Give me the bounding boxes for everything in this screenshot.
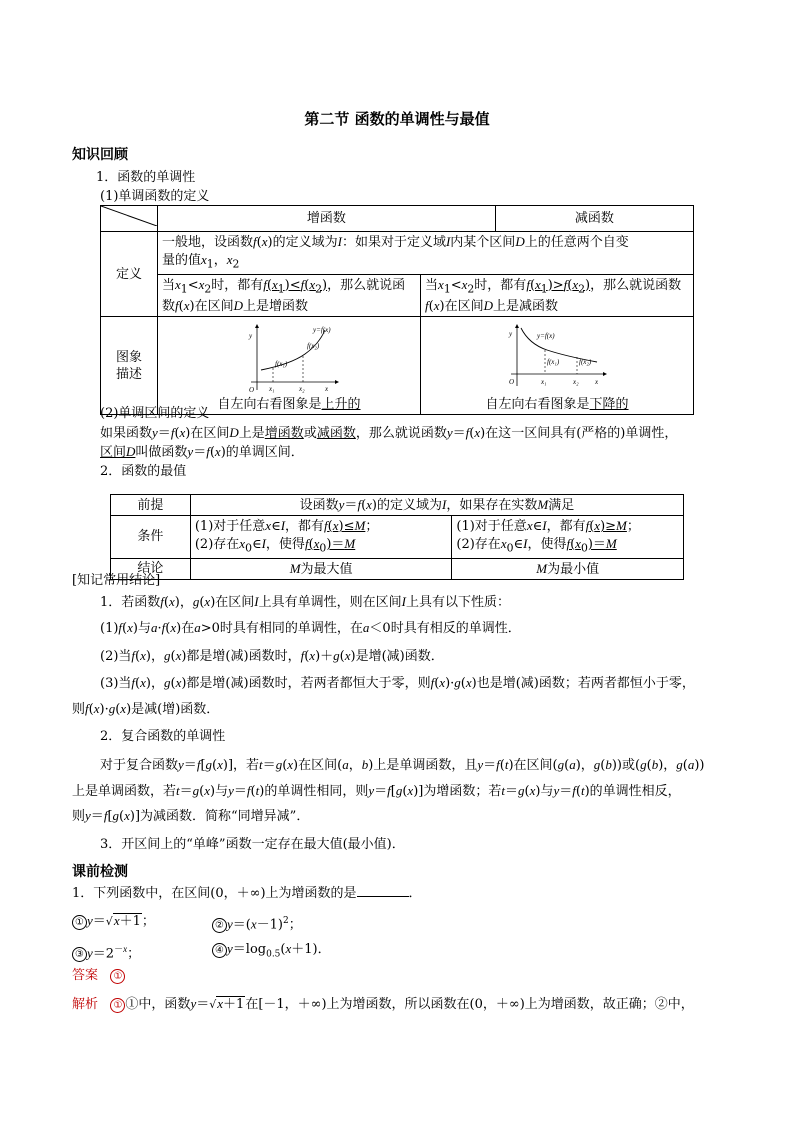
- svg-text:x: x: [325, 385, 329, 394]
- increasing-graph: [239, 324, 339, 396]
- row-label-premise: 前提: [111, 495, 191, 516]
- corner-cell: [101, 206, 158, 232]
- svg-text:f(x₂): f(x₂): [579, 358, 592, 367]
- option-marker-3: ③: [72, 947, 87, 962]
- conclusion-min: M为最小值: [452, 558, 684, 579]
- svg-text:x₁: x₁: [269, 385, 275, 394]
- svg-text:x₂: x₂: [299, 385, 305, 394]
- svg-text:x₁: x₁: [541, 378, 547, 387]
- row-label-conclusion: 结论: [111, 558, 191, 579]
- conclusion-1-3: (3)当f(x)，g(x)都是增(减)函数时，若两者都恒大于零，则f(x)·g(x)也是增(减)函数；若两者都恒小于零，: [100, 675, 695, 691]
- svg-text:f(x₁): f(x₁): [275, 360, 288, 369]
- premise-text: 设函数y＝f(x)的定义域为I，如果存在实数M满足: [190, 495, 683, 516]
- conclusion-1-2: (2)当f(x)，g(x)都是增(减)函数时，f(x)＋g(x)是增(减)函数．: [100, 648, 444, 664]
- options-row-2: ③ $y=2^{-x}$； ④ $y=\log_{0.5}(x+1)$．: [72, 939, 732, 964]
- row-label-graph: 图象描述: [101, 317, 158, 415]
- item-extremum: 2．函数的最值: [100, 464, 187, 479]
- interval-paragraph-2: 区间D叫做函数y＝f(x)的单调区间．: [100, 444, 304, 460]
- composite-paragraph-2: 上是单调函数，若t＝g(x)与y＝f(t)的单调性相同，则y＝f[g(x)]为增函数；若t＝g(x)与y＝f(t)的单调性相反，: [72, 783, 681, 799]
- conclusion-2: 2．复合函数的单调性: [100, 729, 226, 744]
- svg-text:f(x₁): f(x₁): [547, 358, 560, 367]
- svg-text:x₂: x₂: [573, 378, 579, 387]
- explanation-line: 解析 ① ①中，函数y＝√x＋1在[－1，＋∞)上为增函数，所以函数在(0，＋∞)上为增函数，故正确；②中，: [72, 996, 694, 1012]
- option-marker-2: ②: [212, 918, 227, 933]
- header-increasing: 增函数: [158, 206, 496, 232]
- question-1: 1．下列函数中，在区间(0，＋∞)上为增函数的是 ．: [72, 886, 422, 901]
- monotonic-definition-table: [100, 205, 694, 415]
- condition-max: (1)对于任意x∈I，都有f(x)≤M； (2)存在$x_0\in I$，使得$f(x_0)=M$: [190, 516, 452, 559]
- definition-decreasing: 当$x_1<x_2$时，都有$f(x_1)>f(x_2)$，那么就说函数 f(x)在区间D上是减函数: [421, 274, 694, 317]
- answer-marker: ①: [110, 969, 125, 984]
- composite-paragraph-1: 对于复合函数y＝f[g(x)]，若t＝g(x)在区间(a，b)上是单调函数，且y＝f(t)在区间(g(a)，g(b))或(g(b)，g(a)): [100, 757, 705, 773]
- graph-decreasing-cell: [421, 317, 694, 415]
- option-marker-1: ①: [72, 915, 87, 930]
- caption-increasing: 自左向右看图象是上升的: [217, 397, 361, 413]
- svg-text:O: O: [509, 378, 515, 387]
- sub-definition: (1)单调函数的定义: [100, 189, 210, 204]
- conclusion-1-3-cont: 则f(x)·g(x)是减(增)函数．: [72, 701, 220, 717]
- options-row-1: ① y＝√x＋1； ② $y=(x-1)^2$；: [72, 911, 732, 932]
- row-label-definition: 定义: [101, 232, 158, 317]
- row-label-condition: 条件: [111, 516, 191, 559]
- decreasing-graph: [507, 324, 607, 396]
- common-conclusions-heading: [知记常用结论]: [72, 573, 161, 588]
- explanation-marker: ①: [110, 998, 125, 1013]
- section-heading-pretest: 课前检测: [72, 864, 128, 880]
- definition-increasing: 当$x_1<x_2$时，都有$f(x_1)<f(x_2)$，那么就说函 数f(x)在区间D上是增函数: [158, 274, 421, 317]
- page-title: 第二节 函数的单调性与最值: [304, 110, 490, 128]
- interval-paragraph-1: 如果函数y＝f(x)在区间D上是增函数或减函数，那么就说函数y＝f(x)在这一区间具有(严格的)单调性，: [100, 425, 678, 441]
- diagonal-line: [101, 206, 157, 226]
- svg-text:O: O: [249, 386, 255, 395]
- item-monotonicity: 1．函数的单调性: [96, 170, 196, 185]
- conclusion-max: M为最大值: [190, 558, 452, 579]
- svg-text:y: y: [509, 330, 513, 339]
- extremum-table: [110, 494, 684, 580]
- option-marker-4: ④: [212, 943, 227, 958]
- condition-min: (1)对于任意x∈I，都有f(x)≥M； (2)存在$x_0\in I$，使得$f(x_0)=M$: [452, 516, 684, 559]
- answer-blank: [357, 884, 409, 897]
- conclusion-1: 1．若函数f(x)，g(x)在区间I上具有单调性，则在区间I上具有以下性质：: [100, 594, 511, 610]
- svg-text:f(x₂): f(x₂): [307, 342, 320, 351]
- svg-text:y=f(x): y=f(x): [313, 326, 331, 335]
- svg-text:x: x: [595, 378, 599, 387]
- definition-common: 一般地，设函数f(x)的定义域为I：如果对于定义域I内某个区间D上的任意两个自变 量的值$x_1$，$x_2$: [158, 232, 694, 275]
- caption-decreasing: 自左向右看图象是下降的: [485, 397, 629, 413]
- svg-text:y=f(x): y=f(x): [537, 332, 555, 341]
- header-decreasing: 减函数: [495, 206, 693, 232]
- composite-paragraph-3: 则y＝f[g(x)]为减函数．简称“同增异减”．: [72, 808, 310, 824]
- svg-text:y: y: [249, 332, 253, 341]
- conclusion-1-1: (1)f(x)与a·f(x)在a>0时具有相同的单调性，在a＜0时具有相反的单调性．: [100, 620, 521, 636]
- section-heading-review: 知识回顾: [72, 147, 128, 163]
- sub-interval-definition: (2)单调区间的定义: [100, 406, 210, 421]
- conclusion-3: 3．开区间上的“单峰”函数一定存在最大值(最小值)．: [100, 837, 405, 852]
- graph-increasing-cell: [158, 317, 421, 415]
- answer-line: 答案 ①: [72, 966, 732, 986]
